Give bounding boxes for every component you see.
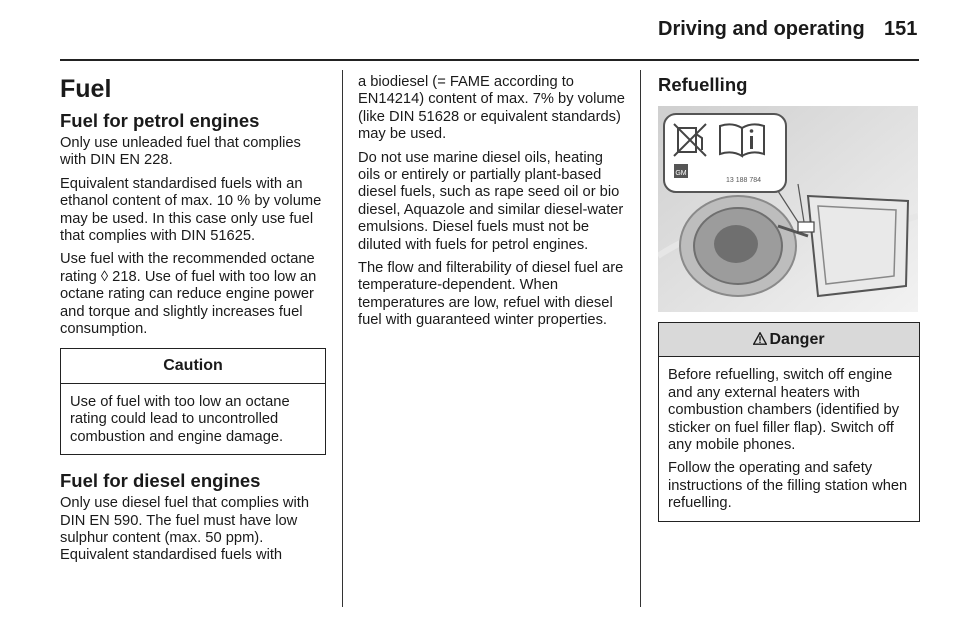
caution-title: Caution (61, 349, 325, 383)
page-number: 151 (884, 18, 918, 40)
column-1 (60, 74, 326, 571)
column-divider-2 (640, 70, 641, 607)
column-divider-1 (342, 70, 343, 607)
danger-body (659, 357, 919, 520)
paragraph: Do not use marine diesel oils, heating oils or entirely or partially plant-based diesel fuels, such as rape seed oil or bio diesel, Aquazole and similar diesel-water emulsions. Diesel fuels must not be diluted with fuels for petrol engines. (358, 149, 624, 253)
paragraph: The flow and filterability of diesel fuel are temperature-dependent. When temperatures are low, refuel with diesel fuel with guaranteed winter properties. (358, 260, 624, 329)
column-3 (658, 74, 920, 522)
heading-petrol: Fuel for petrol engines (60, 110, 260, 131)
paragraph: Only use unleaded fuel that complies with DIN EN 228. (60, 135, 301, 169)
fuel-filler-flap-illustration (658, 106, 918, 312)
paragraph: Only use diesel fuel that complies with DIN EN 590. The fuel must have low sulphur content (max. 50 ppm). Equivalent standardised fuels with (60, 495, 309, 564)
paragraph: Use fuel with the recommended octane rating ◊ 218. Use of fuel with too low an octane rating can reduce engine power and torque and slightly increases fuel consumption. (60, 251, 317, 338)
heading-fuel: Fuel (60, 75, 112, 103)
paragraph: a biodiesel (= FAME according to EN14214) content of max. 7% by volume (like DIN 51628 or equivalent standards) may be used. (358, 74, 625, 143)
danger-text: Follow the operating and safety instructions of the filling station when refuelling. (668, 460, 908, 512)
heading-refuelling: Refuelling (658, 74, 748, 95)
warning-triangle-icon (753, 331, 767, 348)
caution-text: Use of fuel with too low an octane rating could lead to uncontrolled combustion and engine damage. (70, 393, 290, 445)
section-title: Driving and operating (658, 18, 865, 40)
danger-title: Danger (769, 331, 825, 348)
header-divider (60, 59, 919, 61)
sticker-code: 13 188 784 (726, 177, 762, 184)
caution-body (61, 384, 325, 454)
danger-text: Before refuelling, switch off engine and any external heaters with combustion chambers (identified by sticker on fuel filler flap). Switch off any mobile phones. (668, 367, 900, 454)
column-2 (358, 74, 628, 336)
paragraph: Equivalent standardised fuels with an ethanol content of max. 10 % by volume may be used. In this case only use fuel that complies with DIN 51625. (60, 175, 322, 245)
caution-box (60, 348, 326, 455)
danger-box (658, 322, 920, 522)
brand-mark: GM (675, 170, 687, 177)
danger-header (659, 323, 919, 357)
heading-diesel: Fuel for diesel engines (60, 470, 261, 492)
